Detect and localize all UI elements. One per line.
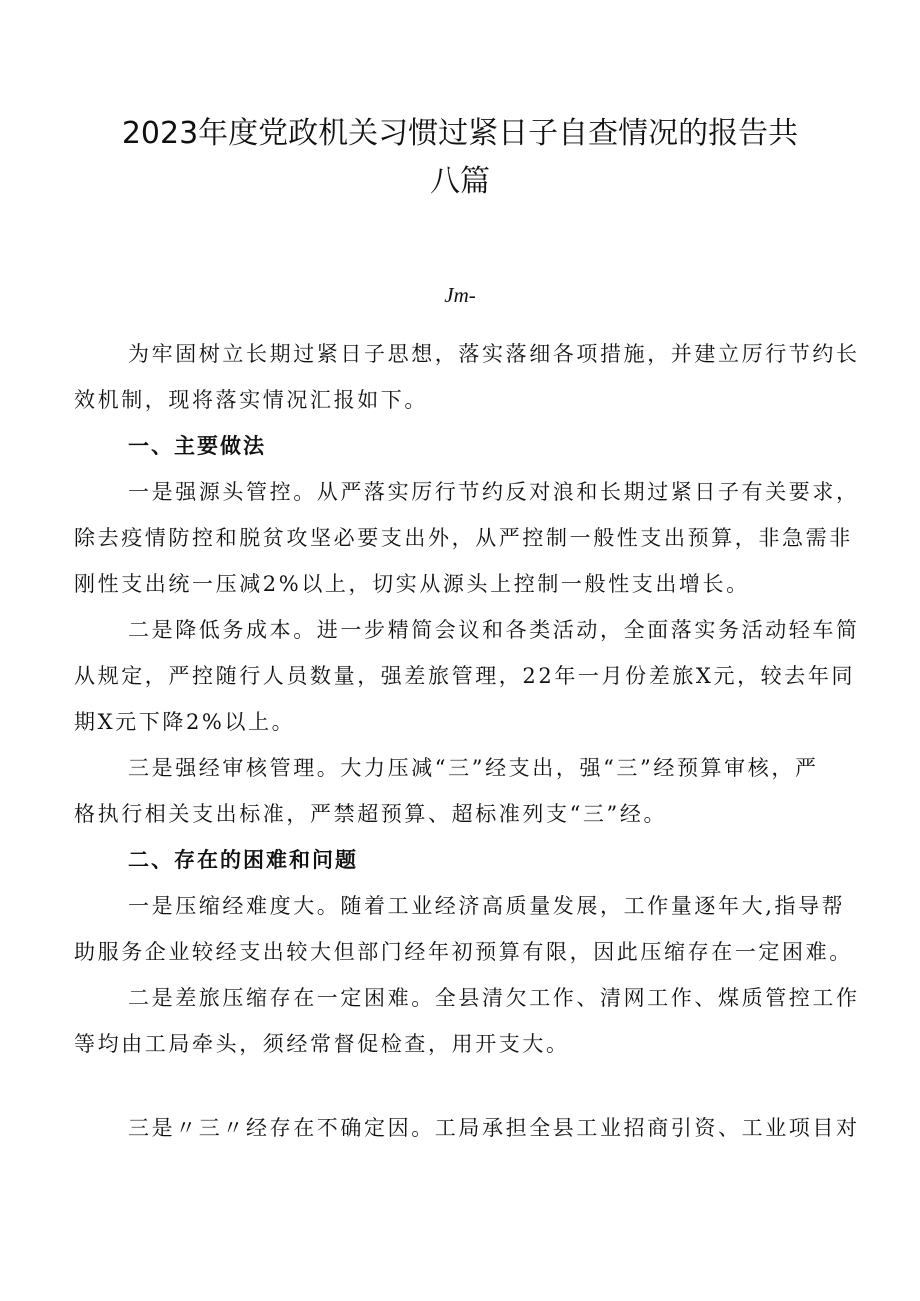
- paragraph-source-control-line-1: 一是强源头管控。从严落实厉行节约反对浪和长期过紧日子有关要求，: [128, 480, 860, 504]
- paragraph-difficulty-1-line-2: 助服务企业较经支出较大但部门经年初预算有限，因此压缩存在一定困难。: [74, 940, 853, 964]
- paragraph-difficulty-3-line-1: 三是〃三〃经存在不确定因。工局承担全县工业招商引资、工业项目对: [128, 1116, 860, 1140]
- document-title-line-1: 2023年度党政机关习惯过紧日子自查情况的报告共: [121, 116, 799, 151]
- paragraph-intro-line-2: 效机制，现将落实情况汇报如下。: [74, 388, 428, 412]
- paragraph-difficulty-2-line-1: 二是差旅压缩存在一定困难。全县清欠工作、清网工作、煤质管控工作: [128, 986, 860, 1010]
- section-heading-difficulties: 二、存在的困难和问题: [128, 848, 358, 872]
- paragraph-reduce-cost-line-3: 期X元下降2%以上。: [74, 710, 296, 734]
- paragraph-difficulty-2-line-2: 等均由工局牵头，须经常督促检查，用开支大。: [74, 1032, 570, 1056]
- paragraph-source-control-line-2: 除去疫情防控和脱贫攻坚必要支出外，从严控制一般性支出预算，非急需非: [74, 526, 853, 550]
- paragraph-audit-management-line-2: 格执行相关支出标准，严禁超预算、超标准列支“三”经。: [74, 802, 668, 826]
- paragraph-intro-line-1: 为牢固树立长期过紧日子思想，落实落细各项措施，并建立厉行节约长: [128, 342, 860, 366]
- paragraph-audit-management-line-1: 三是强经审核管理。大力压减“三”经支出，强“三”经预算审核，严: [128, 756, 819, 780]
- paragraph-source-control-line-3: 刚性支出统一压减2%以上，切实从源头上控制一般性支出增长。: [74, 572, 750, 596]
- paragraph-difficulty-1-line-1: 一是压缩经难度大。随着工业经济高质量发展，工作量逐年大,指导帮: [128, 894, 846, 918]
- paragraph-reduce-cost-line-2: 从规定，严控随行人员数量，强差旅管理，22年一月份差旅X元，较去年同: [74, 664, 856, 688]
- document-title-line-2: 八篇: [430, 164, 490, 199]
- paragraph-reduce-cost-line-1: 二是降低务成本。进一步精简会议和各类活动，全面落实务活动轻车简: [128, 618, 860, 642]
- section-heading-main-practices: 一、主要做法: [128, 434, 266, 458]
- document-subtitle: Jm-: [444, 283, 476, 307]
